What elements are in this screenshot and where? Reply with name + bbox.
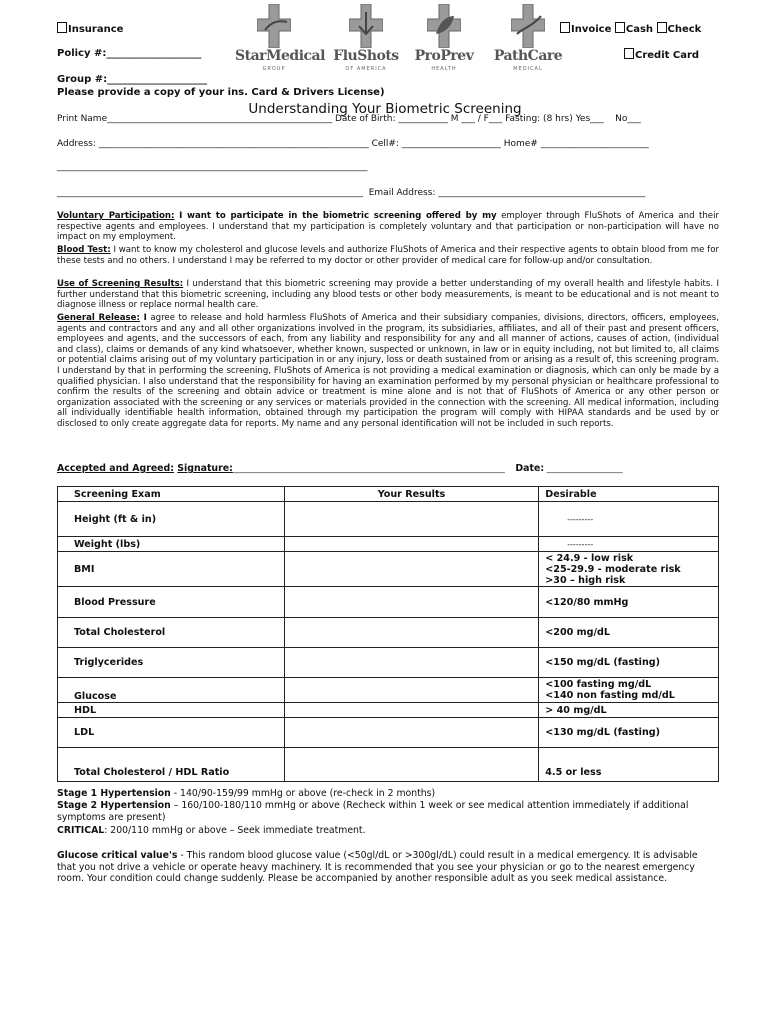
- exam-total-cholesterol: Total Cholesterol: [58, 618, 285, 648]
- desirable-hdl: > 40 mg/dL: [539, 703, 719, 718]
- email-field[interactable]: ____________________________________________________________________ Email Address: ______________________________________________: [57, 188, 646, 198]
- logo-subtitle: MEDICAL: [513, 66, 543, 72]
- stage2-text: – 160/100-180/110 mmHg or above (Recheck within 1 week or see medical attention immediately if additional symptoms are present): [57, 800, 689, 823]
- logo-subtitle: OF AMERICA: [345, 66, 387, 72]
- logo-name: PathCare: [493, 48, 563, 64]
- stage1-hypertension-note: [57, 788, 719, 800]
- result-cholesterol-hdl-ratio-input[interactable]: [284, 748, 539, 782]
- table-row: [58, 618, 719, 648]
- result-ldl-input[interactable]: [284, 718, 539, 748]
- cash-option[interactable]: [615, 24, 653, 35]
- check-option[interactable]: [657, 24, 702, 35]
- address-phone-field[interactable]: Address: ____________________________________________________________ Cell#: ______________________ Home# ________________________: [57, 139, 649, 149]
- payment-options: [560, 22, 701, 35]
- result-glucose-input[interactable]: [284, 678, 539, 703]
- use-of-results-text: I understand that this biometric screening may provide a better understanding of my overall health and lifestyle habits. I further understand that this biometric screening, including any blood tests or other body measurements, is meant to be educational and is not meant to diagnose illness or replace normal health care.: [57, 279, 719, 311]
- desirable-weight: ---------: [539, 537, 719, 552]
- voluntary-lead: I want to participate in the biometric screening offered by my: [174, 211, 497, 221]
- accepted-label: Accepted and Agreed:: [57, 463, 174, 474]
- result-triglycerides-input[interactable]: [284, 648, 539, 678]
- group-number-field[interactable]: Group #:____________________: [57, 74, 208, 85]
- desirable-ldl: <130 mg/dL (fasting): [539, 718, 719, 748]
- check-checkbox[interactable]: [657, 22, 667, 33]
- stage1-label: Stage 1 Hypertension: [57, 788, 171, 799]
- result-hdl-input[interactable]: [284, 703, 539, 718]
- signature-label: Signature:: [177, 463, 233, 474]
- table-row: [58, 648, 719, 678]
- blood-test-heading: Blood Test:: [57, 245, 111, 255]
- blood-test-paragraph: [57, 245, 719, 266]
- logo-name: ProPrev: [414, 48, 474, 64]
- desirable-glucose: [539, 678, 719, 703]
- logo-subtitle: HEALTH: [431, 66, 457, 72]
- medical-cross-icon: [257, 4, 291, 48]
- pathcare-logo: [489, 4, 567, 72]
- table-row: [58, 678, 719, 703]
- desirable-glucose-nonfasting: <140 non fasting md/dL: [545, 690, 675, 701]
- stage2-hypertension-note: [57, 800, 719, 823]
- insurance-checkbox[interactable]: [57, 22, 67, 33]
- signature-field[interactable]: ____________________________________________________________________: [232, 464, 505, 473]
- medical-cross-icon: [511, 4, 545, 48]
- table-row: [58, 703, 719, 718]
- exam-weight: Weight (lbs): [58, 537, 285, 552]
- proprev-logo: [405, 4, 483, 72]
- result-bmi-input[interactable]: [284, 552, 539, 587]
- desirable-height: ---------: [539, 502, 719, 537]
- glucose-critical-label: Glucose critical value's: [57, 850, 178, 861]
- desirable-total-cholesterol: <200 mg/dL: [539, 618, 719, 648]
- medical-cross-icon: [349, 4, 383, 48]
- signature-row: [57, 463, 623, 474]
- table-row: [58, 587, 719, 618]
- exam-blood-pressure: Blood Pressure: [58, 587, 285, 618]
- date-field[interactable]: ___________________: [544, 464, 623, 473]
- header-desirable: Desirable: [539, 487, 719, 502]
- result-height-input[interactable]: [284, 502, 539, 537]
- page-title: Understanding Your Biometric Screening: [248, 101, 522, 117]
- blood-test-text: I want to know my cholesterol and glucose levels and authorize FluShots of America and their respective agents to obtain blood from me for these tests and no others. I understand I may be referred to my doctor or other provider of medical care for follow-up and/or consultation.: [57, 245, 719, 266]
- logo-name: FluShots: [333, 48, 399, 64]
- general-release-text: agree to release and hold harmless FluShots of America and their subsidiary companies, divisions, directors, officers, employees, agents and contractors and any and all other organizations involved in the program, its subsidiaries, affiliates, and all of their past and present officers, employees and agents, and the successors of each, from any liability and responsibility for any and all manner of actions, causes of action, (individual and class), claims or demands of any kind whatsoever, whether known, suspected or unknown, in law or in equity including, not but limited to, all claims or potential claims arising out of my voluntary participation in or any injury, loss or death sustained from or arising as a result of, this screening program. I understand by that in performing the screening, FluShots of America is not providing a medical examination or diagnosis, which can only be made by a qualified physician. I also understand that the responsibility for having an examination performed by my personal physician or healthcare professional to confirm the results of the screening and obtain advice or treatment is mine alone and is not that of FluShots of America or any other person or organization associated with the screening or any services or materials provided in the connection with the screening. All medical information, including all individually identifiable health information, obtained through my participation the program will comply with HIPAA standards and be used by or disclosed to only create aggregate data for reports. My name and any personal identification will not be included in such reports.: [57, 313, 719, 429]
- stage1-text: - 140/90-159/99 mmHg or above (re-check in 2 months): [170, 788, 436, 799]
- cash-checkbox[interactable]: [615, 22, 625, 33]
- table-row: [58, 748, 719, 782]
- exam-cholesterol-hdl-ratio: Total Cholesterol / HDL Ratio: [58, 748, 285, 782]
- desirable-blood-pressure: <120/80 mmHg: [539, 587, 719, 618]
- medical-cross-icon: [427, 4, 461, 48]
- voluntary-participation-paragraph: [57, 211, 719, 243]
- desirable-bmi-low: < 24.9 - low risk: [545, 552, 634, 564]
- print-name-dob-field[interactable]: Print Name__________________________________________________ Date of Birth: ___________ M ___ / F___ Fasting: (8 hrs) Yes___ No___: [57, 114, 641, 124]
- address-line-2-field[interactable]: _____________________________________________________________________: [57, 162, 368, 172]
- header-screening-exam: Screening Exam: [58, 487, 285, 502]
- credit-card-checkbox[interactable]: [624, 48, 634, 59]
- general-release-heading: General Release:: [57, 313, 140, 323]
- desirable-glucose-fasting: <100 fasting mg/dL: [545, 679, 652, 690]
- cash-label: Cash: [625, 24, 654, 35]
- glucose-critical-note: [57, 850, 719, 885]
- table-header-row: [58, 487, 719, 502]
- starmedical-logo: [235, 4, 325, 72]
- exam-height: Height (ft & in): [58, 502, 285, 537]
- use-of-results-paragraph: [57, 279, 719, 311]
- desirable-triglycerides: <150 mg/dL (fasting): [539, 648, 719, 678]
- table-row: [58, 718, 719, 748]
- check-label: Check: [667, 24, 702, 35]
- critical-note: [57, 825, 719, 837]
- copy-note: Please provide a copy of your ins. Card & Drivers License): [57, 87, 385, 98]
- exam-triglycerides: Triglycerides: [58, 648, 285, 678]
- desirable-cholesterol-hdl-ratio: 4.5 or less: [539, 748, 719, 782]
- exam-hdl: HDL: [58, 703, 285, 718]
- desirable-bmi: [539, 552, 719, 587]
- table-row: [58, 502, 719, 537]
- policy-number-field[interactable]: Policy #:___________________: [57, 48, 202, 59]
- voluntary-text: employer through FluShots of America and their respective agents and employees. I understand that my participation is completely voluntary and that participation or non-participation will have no impact on my employment.: [57, 211, 720, 243]
- insurance-option[interactable]: [57, 22, 123, 35]
- logo-name: StarMedical: [235, 48, 325, 64]
- invoice-option[interactable]: [560, 24, 611, 35]
- date-label: Date:: [515, 463, 545, 474]
- logo-subtitle: GROUP: [262, 66, 286, 72]
- header-your-results: Your Results: [284, 487, 539, 502]
- general-release-lead: I: [139, 313, 147, 323]
- use-of-results-heading: Use of Screening Results:: [57, 279, 184, 289]
- flushots-logo: [327, 4, 405, 72]
- critical-text: : 200/110 mmHg or above – Seek immediate treatment.: [104, 825, 366, 836]
- stage2-label: Stage 2 Hypertension: [57, 800, 171, 811]
- voluntary-heading: Voluntary Participation:: [57, 211, 175, 221]
- results-table: [57, 486, 719, 782]
- general-release-paragraph: [57, 313, 719, 430]
- result-weight-input[interactable]: [284, 537, 539, 552]
- result-total-cholesterol-input[interactable]: [284, 618, 539, 648]
- desirable-bmi-high: >30 – high risk: [545, 574, 626, 586]
- credit-card-label: Credit Card: [635, 50, 700, 61]
- table-row: [58, 552, 719, 587]
- glucose-critical-text: - This random blood glucose value (<50gl/dL or >300gl/dL) could result in a medical emergency. It is advisable that you not drive a vehicle or operate heavy machinery. It is recommended that you see your physician or go to the nearest emergency room. Your condition could change suddenly. Please be accompanied by another responsible adult as you seek medical assistance.: [57, 850, 698, 884]
- exam-bmi: BMI: [58, 552, 285, 587]
- insurance-label: Insurance: [68, 24, 124, 35]
- table-row: [58, 537, 719, 552]
- result-blood-pressure-input[interactable]: [284, 587, 539, 618]
- invoice-label: Invoice: [571, 24, 612, 35]
- exam-ldl: LDL: [58, 718, 285, 748]
- exam-glucose: Glucose: [58, 678, 285, 703]
- credit-card-option[interactable]: [624, 48, 699, 61]
- critical-label: CRITICAL: [57, 825, 105, 836]
- desirable-bmi-moderate: <25-29.9 - moderate risk: [545, 563, 681, 575]
